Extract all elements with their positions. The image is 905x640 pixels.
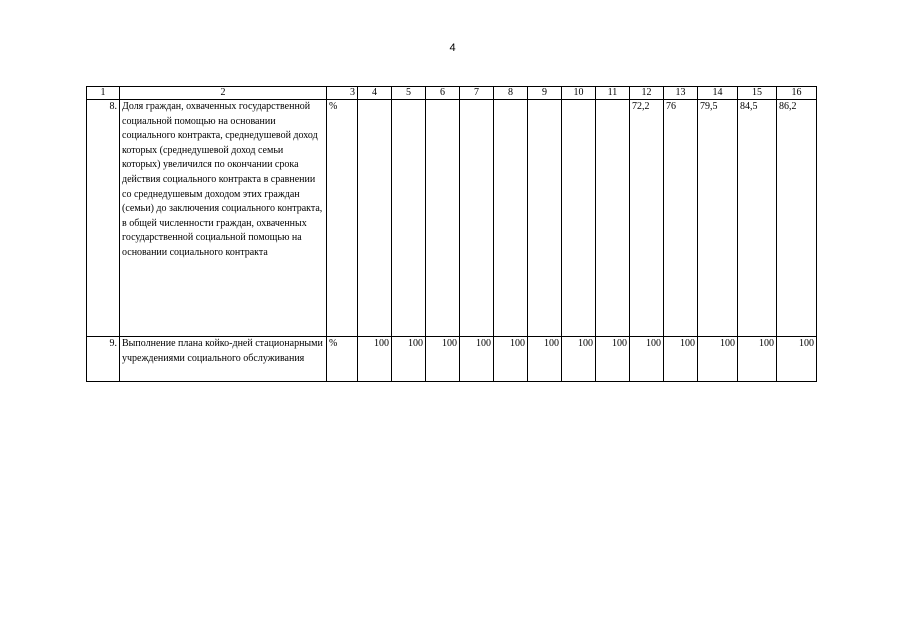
- column-number: 6: [426, 87, 460, 100]
- value-cell: [392, 100, 426, 337]
- column-number: 15: [738, 87, 777, 100]
- column-number-row: [87, 87, 817, 100]
- table-row: [87, 337, 817, 382]
- unit-cell: %: [327, 337, 358, 382]
- value-cell: 72,2: [630, 100, 664, 337]
- value-cell: [596, 100, 630, 337]
- value-cell: 76: [664, 100, 698, 337]
- value-cell: [358, 100, 392, 337]
- row-number: 9.: [87, 337, 120, 382]
- column-number: 7: [460, 87, 494, 100]
- indicators-table: [86, 86, 817, 382]
- value-cell: [426, 100, 460, 337]
- unit-cell: %: [327, 100, 358, 337]
- value-cell: 100: [738, 337, 777, 382]
- page-number: 4: [449, 42, 456, 54]
- column-number: 12: [630, 87, 664, 100]
- value-cell: 100: [392, 337, 426, 382]
- column-number: 9: [528, 87, 562, 100]
- column-number: 10: [562, 87, 596, 100]
- column-number: 13: [664, 87, 698, 100]
- value-cell: 100: [664, 337, 698, 382]
- column-number: 4: [358, 87, 392, 100]
- table-row: [87, 100, 817, 337]
- column-number: 5: [392, 87, 426, 100]
- value-cell: 86,2: [777, 100, 817, 337]
- value-cell: 84,5: [738, 100, 777, 337]
- value-cell: 100: [426, 337, 460, 382]
- row-number: 8.: [87, 100, 120, 337]
- column-number: 1: [87, 87, 120, 100]
- column-number: 8: [494, 87, 528, 100]
- value-cell: 100: [358, 337, 392, 382]
- value-cell: [528, 100, 562, 337]
- value-cell: 79,5: [698, 100, 738, 337]
- column-number: 16: [777, 87, 817, 100]
- indicator-name: Выполнение плана койко-дней стационарными учреждениями социального обслуживания: [120, 337, 327, 382]
- value-cell: 100: [528, 337, 562, 382]
- value-cell: 100: [494, 337, 528, 382]
- value-cell: 100: [630, 337, 664, 382]
- value-cell: [562, 100, 596, 337]
- value-cell: 100: [562, 337, 596, 382]
- column-number: 11: [596, 87, 630, 100]
- value-cell: 100: [460, 337, 494, 382]
- value-cell: 100: [698, 337, 738, 382]
- column-number: 2: [120, 87, 327, 100]
- value-cell: 100: [596, 337, 630, 382]
- indicator-name: Доля граждан, охваченных государственной социальной помощью на основании социального контракта, среднедушевой доход которых (среднедушевой доход семьи которых) увеличился по окончании срока действия социального контракта в сравнении со среднедушевым доходом этих граждан (семьи) до заключения социального контракта, в общей численности граждан, охваченных государственной социальной помощью на основании социального контракта: [120, 100, 327, 337]
- column-number: 3: [327, 87, 358, 100]
- value-cell: [460, 100, 494, 337]
- value-cell: 100: [777, 337, 817, 382]
- value-cell: [494, 100, 528, 337]
- column-number: 14: [698, 87, 738, 100]
